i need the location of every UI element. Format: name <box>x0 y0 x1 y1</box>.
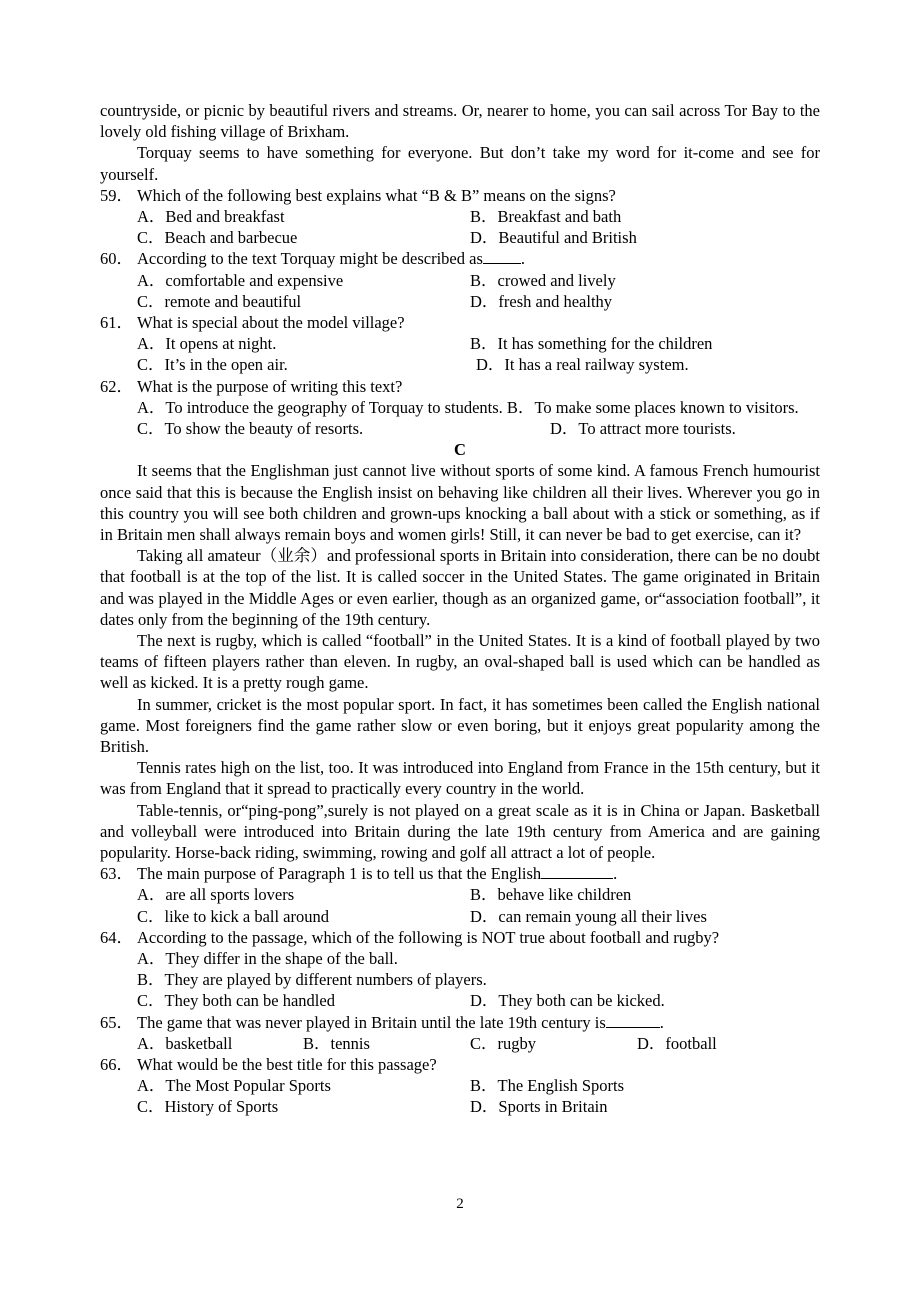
question-stem: According to the passage, which of the following is NOT true about football and rugby? <box>137 927 720 947</box>
passage-b-paragraph: Torquay seems to have something for everyone. But don’t take my word for it-come and see for yourself. <box>100 143 820 184</box>
option-a: A．The Most Popular Sports <box>137 1076 331 1096</box>
question-number: 62． <box>100 376 133 396</box>
options-row <box>100 333 820 354</box>
answer-blank <box>483 248 521 264</box>
question-stem: The game that was never played in Britain until the late 19th century is <box>137 1012 606 1032</box>
option-d: D．fresh and healthy <box>470 291 613 311</box>
question-number: 61． <box>100 312 133 332</box>
answer-blank <box>541 863 613 879</box>
option-c: C．rugby <box>470 1033 536 1053</box>
options-a-b: A．To introduce the geography of Torquay to students. B．To make some places known to visitors. <box>137 397 799 417</box>
option-d: D．To attract more tourists. <box>550 418 736 438</box>
section-heading: C <box>454 440 466 460</box>
question-66 <box>100 1054 820 1075</box>
option-b: B．It has something for the children <box>470 334 713 354</box>
question-stem: Which of the following best explains what “B & B” means on the signs? <box>137 185 616 205</box>
options-row <box>100 227 820 248</box>
options-row <box>100 906 820 927</box>
options-row <box>100 1075 820 1096</box>
option-b: B．The English Sports <box>470 1076 625 1096</box>
question-stem: What is the purpose of writing this text? <box>137 376 403 396</box>
option-c: C．Beach and barbecue <box>137 228 298 248</box>
option-a: A．They differ in the shape of the ball. <box>137 948 398 968</box>
passage-c-paragraph-1: It seems that the Englishman just cannot live without sports of some kind. A famous French humourist once said that this is because the English insist on behaving like children all their lives. Wherever you go in this country you will see both children and grown-ups knocking a ball about with a stick or something, as if in Britain men shall always remain boys and women girls! Still, it can never be bad to get exercise, can it? <box>100 461 820 544</box>
option-c: C．It’s in the open air. <box>137 355 288 375</box>
question-stem: What would be the best title for this passage? <box>137 1054 437 1074</box>
options-row <box>100 1096 820 1117</box>
question-59 <box>100 185 820 206</box>
question-60 <box>100 248 820 269</box>
question-number: 64． <box>100 927 133 947</box>
question-63 <box>100 863 820 884</box>
option-d: D．football <box>637 1033 717 1053</box>
passage-b-paragraph: countryside, or picnic by beautiful rivers and streams. Or, nearer to home, you can sail across Tor Bay to the lovely old fishing village of Brixham. <box>100 101 820 142</box>
question-stem: What is special about the model village? <box>137 312 405 332</box>
option-d: D．They both can be kicked. <box>470 991 665 1011</box>
question-number: 63． <box>100 864 133 884</box>
options-row <box>100 1033 820 1054</box>
option-b: B．They are played by different numbers of players. <box>137 970 487 990</box>
passage-c-paragraph-2: Taking all amateur（业余）and professional sports in Britain into consideration, there can be no doubt that football is at the top of the list. It is called soccer in the United States. The game originated in Britain and was played in the Middle Ages or even earlier, though as an organized game, or“association football”, it dates only from the beginning of the 19th century. <box>100 546 820 629</box>
option-b: B．Breakfast and bath <box>470 207 622 227</box>
option-d: D．Beautiful and British <box>470 228 637 248</box>
passage-c-paragraph-3: The next is rugby, which is called “football” in the United States. It is a kind of football played by two teams of fifteen players rather than eleven. In rugby, an oval-shaped ball is used which can be handled as well as kicked. It is a pretty rough game. <box>100 630 820 693</box>
option-d: D．Sports in Britain <box>470 1097 608 1117</box>
passage-c-paragraph-4: In summer, cricket is the most popular sport. In fact, it has sometimes been called the English national game. Most foreigners find the game rather slow or even boring, but it enjoys great popularity among the British. <box>100 694 820 756</box>
question-end: . <box>520 249 525 269</box>
question-stem: According to the text Torquay might be described as <box>137 249 483 269</box>
option-d: D．It has a real railway system. <box>476 355 689 375</box>
question-number: 65． <box>100 1012 133 1032</box>
options-row <box>100 948 820 969</box>
question-65 <box>100 1012 820 1033</box>
answer-blank <box>606 1012 660 1028</box>
question-end: . <box>659 1012 664 1032</box>
option-c: C．History of Sports <box>137 1097 279 1117</box>
option-c: C．To show the beauty of resorts. <box>137 418 364 438</box>
question-62 <box>100 376 820 397</box>
options-row <box>100 884 820 905</box>
options-row <box>100 354 820 375</box>
option-c: C．remote and beautiful <box>137 291 302 311</box>
option-c: C．like to kick a ball around <box>137 906 329 926</box>
exam-page <box>100 100 820 1118</box>
option-a: A．comfortable and expensive <box>137 270 344 290</box>
option-a: A．basketball <box>137 1033 233 1053</box>
passage-c-paragraph-6: Table-tennis, or“ping-pong”,surely is not played on a great scale as it is in China or Japan. Basketball and volleyball were introduced into Britain during the late 19th century from America and are gaining popularity. Horse-back riding, swimming, rowing and golf all attract a lot of people. <box>100 800 820 862</box>
options-row <box>100 206 820 227</box>
question-number: 66． <box>100 1054 133 1074</box>
question-number: 59． <box>100 185 133 205</box>
option-a: A．Bed and breakfast <box>137 207 285 227</box>
page-number: 2 <box>456 1196 464 1212</box>
option-b: B．behave like children <box>470 885 632 905</box>
option-a: A．are all sports lovers <box>137 885 295 905</box>
options-row <box>100 291 820 312</box>
option-b: B．tennis <box>303 1033 370 1053</box>
options-row <box>100 270 820 291</box>
question-number: 60． <box>100 249 133 269</box>
option-a: A．It opens at night. <box>137 334 277 354</box>
passage-c-paragraph-5: Tennis rates high on the list, too. It was introduced into England from France in the 15th century, but it was from England that it spread to practically every country in the world. <box>100 758 820 799</box>
option-b: B．crowed and lively <box>470 270 616 290</box>
option-d: D．can remain young all their lives <box>470 906 707 926</box>
options-row <box>100 418 820 439</box>
option-c: C．They both can be handled <box>137 991 335 1011</box>
question-64 <box>100 927 820 948</box>
options-row <box>100 969 820 990</box>
question-61 <box>100 312 820 333</box>
options-row <box>100 990 820 1011</box>
question-end: . <box>613 864 618 884</box>
question-stem: The main purpose of Paragraph 1 is to tell us that the English <box>137 864 542 884</box>
